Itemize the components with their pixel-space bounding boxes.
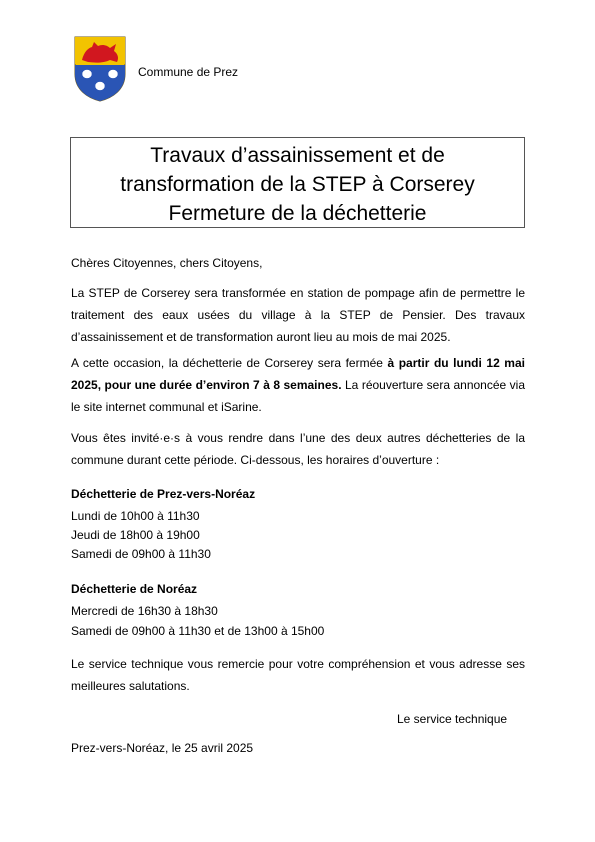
schedule-line: Samedi de 09h00 à 11h30	[71, 547, 211, 561]
closing-paragraph: Le service technique vous remercie pour votre compréhension et vous adresse ses meilleures salutations.	[71, 657, 525, 693]
commune-name: Commune de Prez	[138, 65, 239, 79]
greeting: Chères Citoyennes, chers Citoyens,	[71, 256, 263, 270]
schedule-line: Jeudi de 18h00 à 19h00	[71, 528, 200, 542]
closure-text-end: La réouverture sera annoncée via le site internet communal et iSarine.	[71, 378, 525, 414]
closure-dates: à partir du lundi 12 mai 2025, pour une durée d’environ 7 à 8 semaines.	[71, 356, 525, 392]
date-place: Prez-vers-Noréaz, le 25 avril 2025	[71, 741, 254, 755]
schedule-line: Mercredi de 16h30 à 18h30	[71, 604, 218, 618]
schedule-line: Samedi de 09h00 à 11h30 et de 13h00 à 15h00	[71, 624, 325, 638]
paragraph-closure	[71, 352, 525, 418]
schedule-line: Lundi de 10h00 à 11h30	[71, 509, 200, 523]
signature: Le service technique	[397, 712, 508, 726]
title-line-1: Travaux d’assainissement et de	[150, 144, 445, 167]
closure-text-start: A cette occasion, la déchetterie de Corserey sera fermée	[71, 356, 388, 370]
schedule-heading-noreaz: Déchetterie de Noréaz	[71, 582, 198, 596]
paragraph-step-transformation: La STEP de Corserey sera transformée en station de pompage afin de permettre le traitement des eaux usées du village à la STEP de Pensier. Des travaux d’assainissement et de transformation auront lieu au mois de mai 2025.	[71, 286, 525, 344]
schedule-heading-prez: Déchetterie de Prez-vers-Noréaz	[71, 487, 256, 501]
title-box	[70, 137, 525, 228]
title-line-2: transformation de la STEP à Corserey	[120, 173, 475, 196]
title-line-3: Fermeture de la déchetterie	[168, 202, 427, 225]
coat-of-arms-logo	[74, 36, 126, 102]
paragraph-alternatives: Vous êtes invité·e·s à vous rendre dans l’une des deux autres déchetteries de la commune durant cette période. Ci-dessous, les horaires d’ouverture :	[71, 431, 525, 467]
